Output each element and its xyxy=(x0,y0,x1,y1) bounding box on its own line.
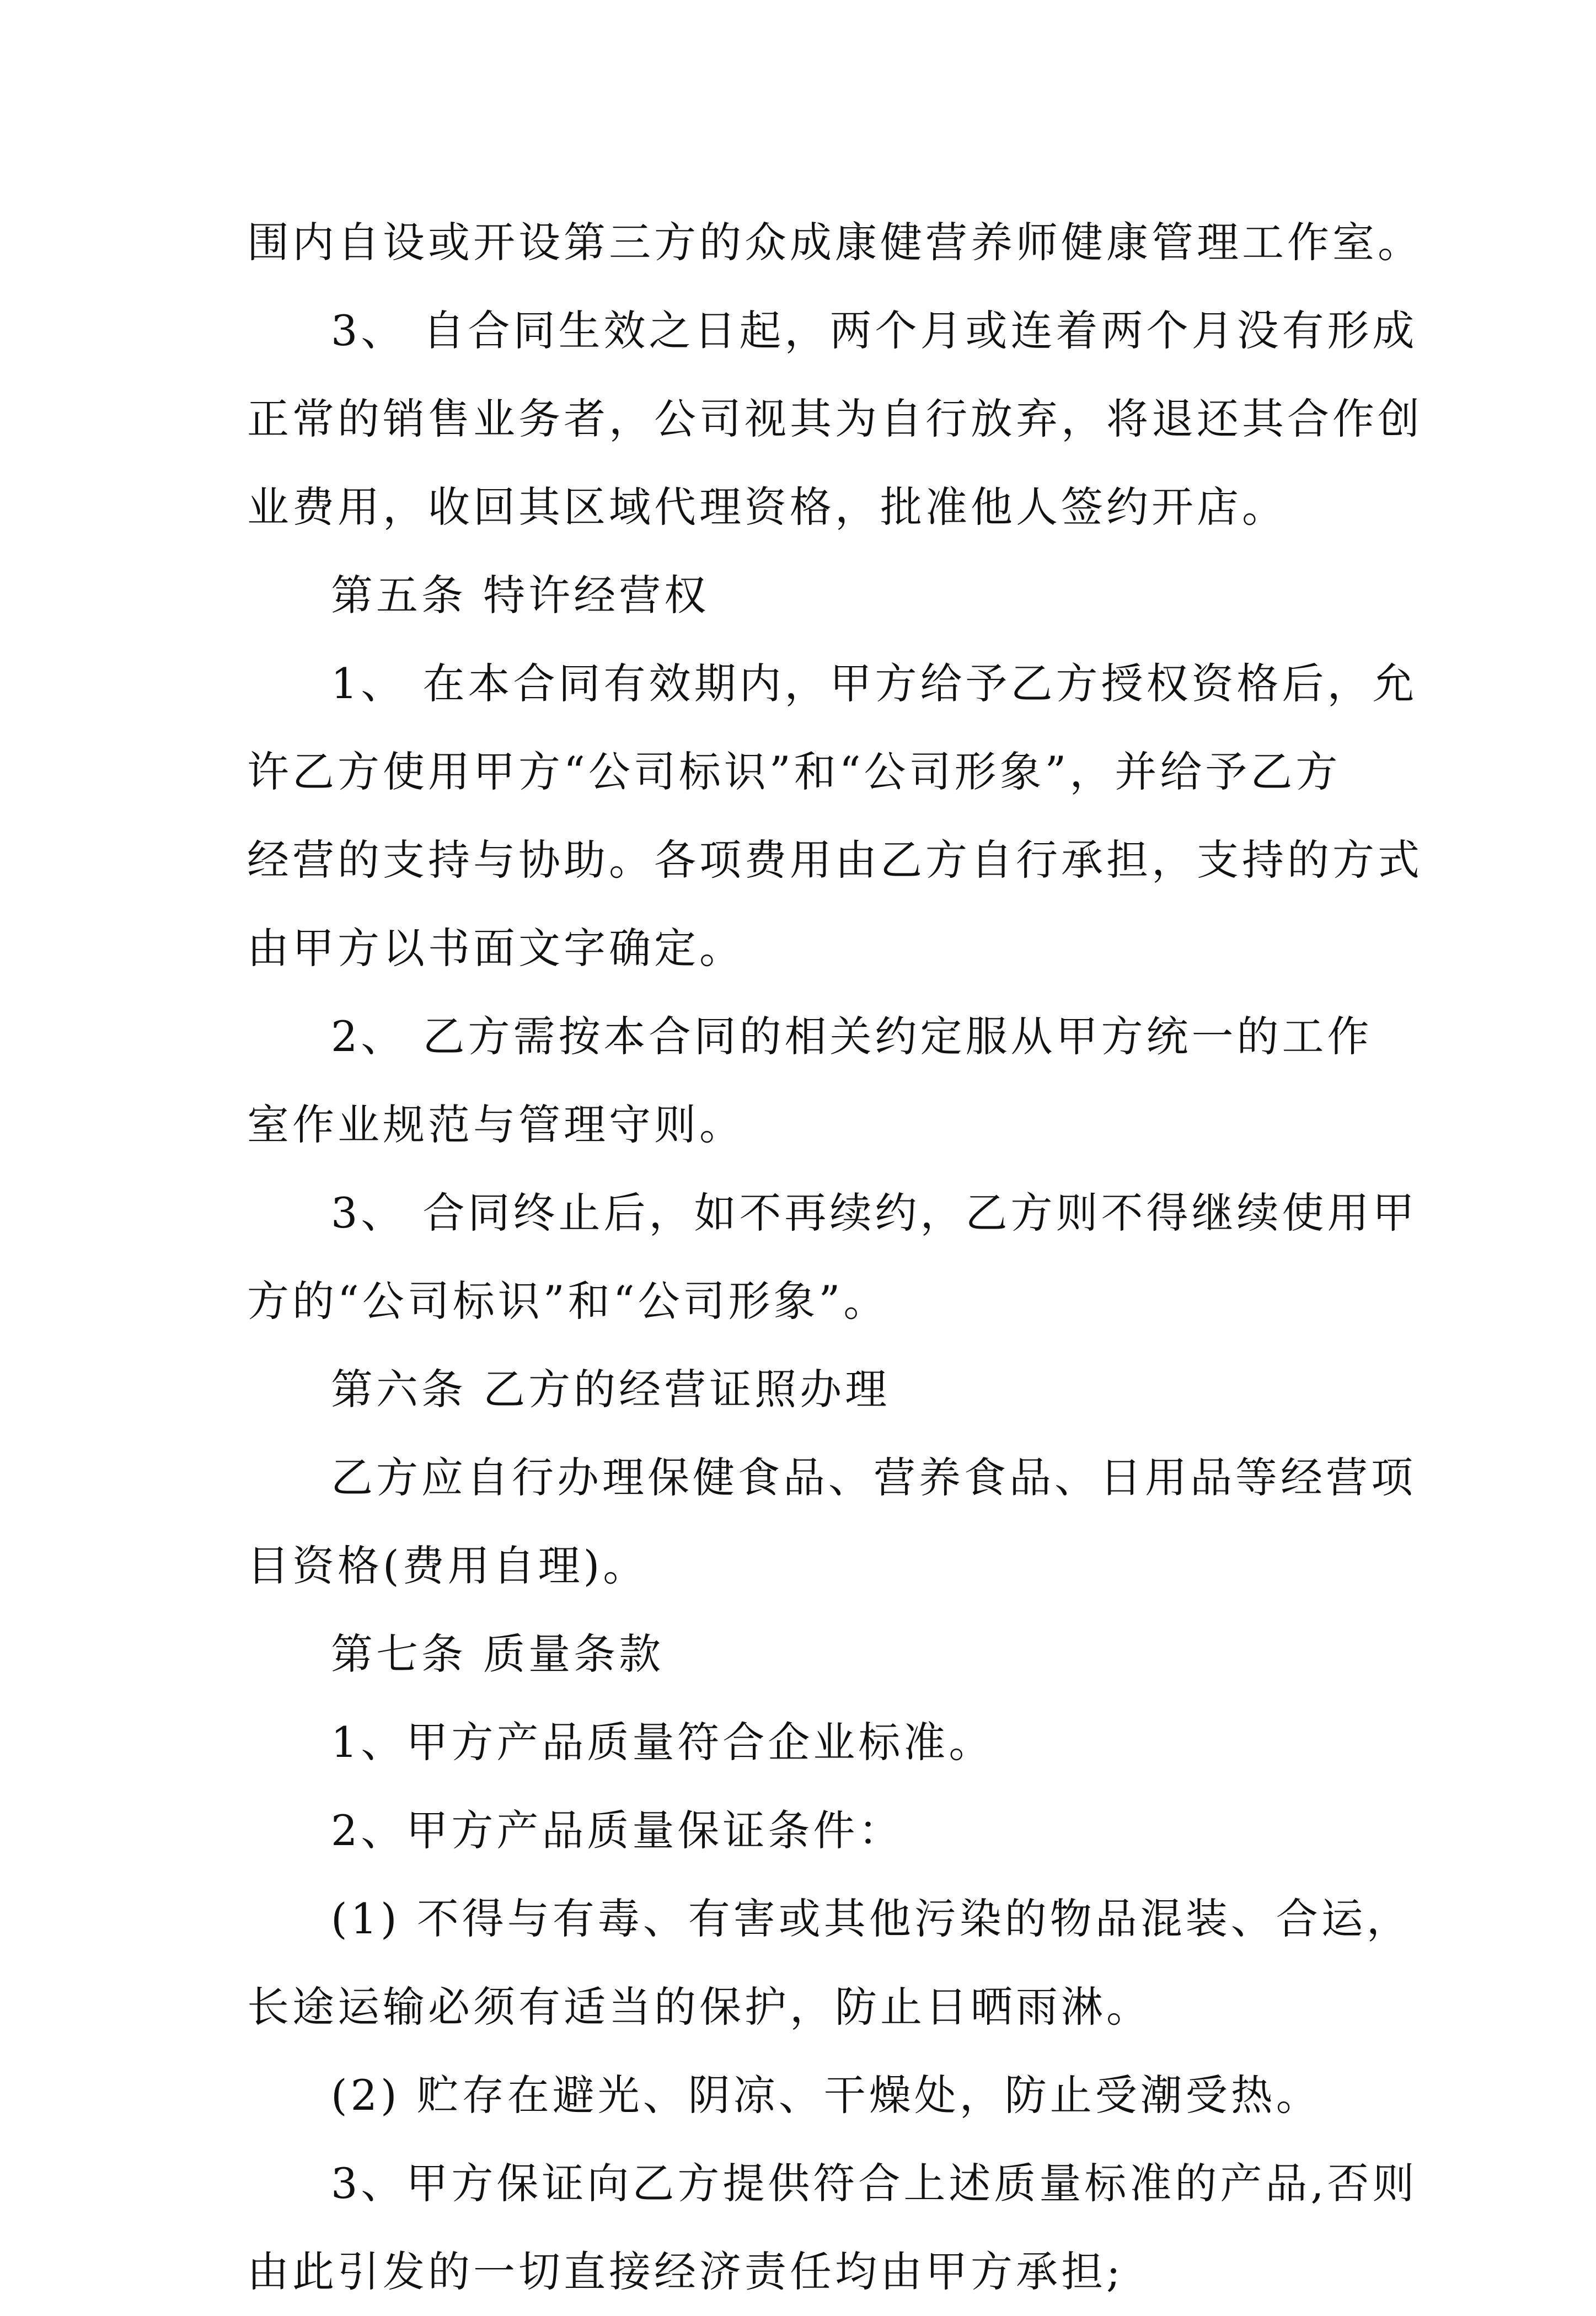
text-line: 正常的销售业务者，公司视其为自行放弃，将退还其合作创 xyxy=(247,394,1423,443)
text-line: 方的“公司标识”和“公司形象”。 xyxy=(247,1277,889,1326)
text-line: 目资格(费用自理)。 xyxy=(247,1541,649,1590)
text-line: 2、甲方产品质量保证条件： xyxy=(331,1806,904,1855)
text-line: 3、 自合同生效之日起，两个月或连着两个月没有形成 xyxy=(331,306,1418,355)
text-line: 围内自设或开设第三方的众成康健营养师健康管理工作室。 xyxy=(247,218,1423,267)
text-line: 3、 合同终止后，如不再续约，乙方则不得继续使用甲 xyxy=(331,1188,1418,1237)
text-line: 1、甲方产品质量符合企业标准。 xyxy=(331,1718,994,1767)
text-line: 经营的支持与协助。各项费用由乙方自行承担，支持的方式 xyxy=(247,835,1423,884)
text-line: 1、 在本合同有效期内，甲方给予乙方授权资格后，允 xyxy=(331,659,1418,708)
text-line: 许乙方使用甲方“公司标识”和“公司形象”，并给予乙方 xyxy=(247,747,1341,796)
text-line: 长途运输必须有适当的保护，防止日晒雨淋。 xyxy=(247,1982,1152,2031)
text-line: 室作业规范与管理守则。 xyxy=(247,1100,745,1149)
section-heading: 第七条 质量条款 xyxy=(331,1629,665,1679)
section-heading: 第六条 乙方的经营证照办理 xyxy=(331,1365,891,1414)
text-line: 业费用，收回其区域代理资格，批准他人签约开店。 xyxy=(247,482,1287,532)
text-line: 由此引发的一切直接经济责任均由甲方承担; xyxy=(247,2247,1124,2296)
text-line: 3、甲方保证向乙方提供符合上述质量标准的产品,否则 xyxy=(331,2159,1418,2208)
text-line: 乙方应自行办理保健食品、营养食品、日用品等经营项 xyxy=(331,1453,1416,1502)
section-heading: 第五条 特许经营权 xyxy=(331,571,710,620)
contract-body-text xyxy=(247,199,1423,2316)
text-line: (1) 不得与有毒、有害或其他污染的物品混装、合运， xyxy=(331,1894,1412,1943)
text-line: (2) 贮存在避光、阴凉、干燥处，防止受潮受热。 xyxy=(331,2071,1321,2120)
text-line: 由甲方以书面文字确定。 xyxy=(247,924,745,973)
text-line: 2、 乙方需按本合同的相关约定服从甲方统一的工作 xyxy=(331,1012,1373,1061)
